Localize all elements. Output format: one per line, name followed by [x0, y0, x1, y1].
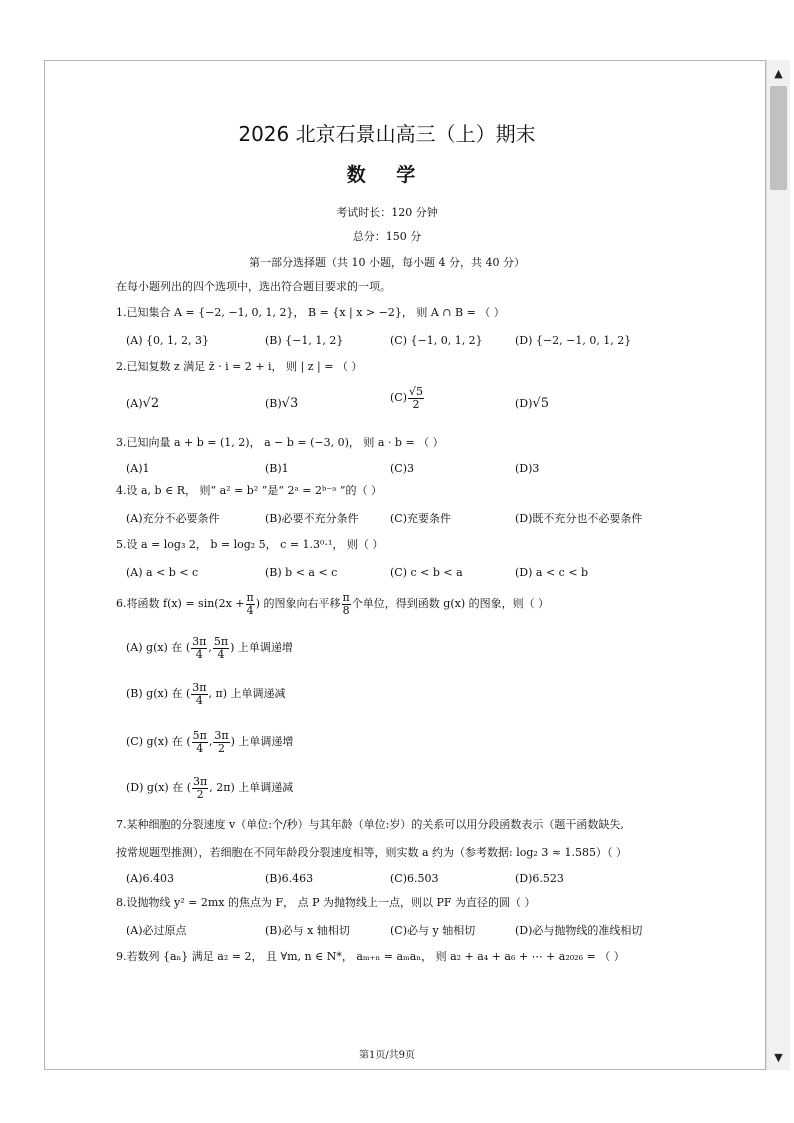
q6-f2-num: π — [342, 591, 350, 604]
q7-option-d: (D)6.523 — [515, 872, 564, 885]
q3-option-b: (B)1 — [265, 462, 289, 475]
scroll-thumb[interactable] — [770, 86, 787, 190]
q2-d-value: √5 — [532, 396, 549, 411]
q6-stem-part2: ) 的图象向右平移 — [255, 597, 341, 611]
q1-option-a: (A) {0, 1, 2, 3} — [126, 334, 209, 347]
subject-heading: 数 学 — [346, 164, 428, 186]
q4-option-b: (B)必要不充分条件 — [265, 512, 359, 525]
q6-b-frac1 — [191, 682, 207, 706]
q6-a-n1: 3π — [192, 635, 207, 648]
question-1-stem: 1.已知集合 A = {−2, −1, 0, 1, 2}， B = {x | x > −2}， 则 A ∩ B = （ ） — [116, 306, 505, 319]
q3-option-a: (A)1 — [126, 462, 150, 475]
q6-b-n1: 3π — [192, 681, 207, 694]
q6-c-label: (C) g(x) 在 ( — [126, 735, 191, 749]
q6-b-tail: , π) 上单调递减 — [208, 687, 286, 701]
vertical-scrollbar[interactable] — [766, 60, 790, 1070]
q6-c-tail: ) 上单调递增 — [230, 735, 294, 749]
q8-option-d: (D)必与抛物线的准线相切 — [515, 924, 643, 937]
q6-c-frac2 — [213, 730, 229, 754]
q6-a-tail: ) 上单调递增 — [230, 641, 293, 655]
q6-a-d2: 4 — [217, 647, 225, 661]
q6-f2-den: 8 — [342, 603, 350, 617]
q6-b-label: (B) g(x) 在 ( — [126, 687, 191, 701]
q1-option-d: (D) {−2, −1, 0, 1, 2} — [515, 334, 632, 347]
q6-d-d1: 2 — [196, 787, 204, 801]
page-footer: 第1页/共9页 — [358, 1050, 416, 1061]
q6-stem-fraction1 — [246, 592, 255, 616]
q6-option-b — [126, 682, 286, 706]
question-9-stem: 9.若数列 {aₙ} 满足 a₂ = 2， 且 ∀m, n ∈ N*， aₘ₊ₙ = aₘaₙ， 则 a₂ + a₄ + a₆ + ⋯ + a₂₀₂₆ = （ ） — [116, 950, 625, 963]
q6-c-frac1 — [192, 730, 208, 754]
q6-d-frac1 — [192, 776, 208, 800]
q6-a-d1: 4 — [195, 647, 203, 661]
q6-a-n2: 5π — [213, 635, 229, 648]
q6-option-d — [126, 776, 293, 800]
q6-c-d2: 2 — [217, 741, 225, 755]
q2-c-denominator: 2 — [412, 397, 420, 411]
q6-c-n1: 5π — [192, 729, 207, 742]
question-6-stem — [116, 592, 549, 616]
q6-stem-part3: 个单位，得到函数 g(x) 的图象，则（ ） — [351, 597, 550, 611]
q5-option-b: (B) b < a < c — [265, 566, 338, 579]
q2-a-label: (A) — [126, 397, 143, 410]
chevron-up-icon[interactable]: ▲ — [774, 66, 783, 80]
q6-c-n2: 3π — [214, 729, 229, 742]
page-title: 2026 北京石景山高三（上）期末 — [238, 122, 536, 146]
q6-option-a: (A) g(x) 在 ( $\frac{3\pi}{4}$ , $\frac{5\pi}{4}$ ) 上单调递增 — [126, 635, 293, 661]
q5-option-a: (A) a < b < c — [126, 566, 199, 579]
section-heading: 第一部分选择题（共 10 小题，每小题 4 分，共 40 分） — [249, 256, 525, 269]
q6-d-n1: 3π — [193, 775, 208, 788]
exam-time: 考试时长：120 分钟 — [336, 206, 438, 219]
q6-c-d1: 4 — [196, 741, 204, 755]
q2-b-value: √3 — [281, 396, 299, 411]
total-score: 总分：150 分 — [352, 230, 422, 243]
q6-f1-den: 4 — [246, 603, 254, 617]
q3-option-d: (D)3 — [515, 462, 540, 475]
q2-b-label: (B) — [265, 397, 282, 410]
q8-option-c: (C)必与 y 轴相切 — [390, 924, 476, 937]
q8-option-b: (B)必与 x 轴相切 — [265, 924, 350, 937]
q2-option-d — [515, 396, 549, 412]
q2-option-c — [390, 386, 425, 410]
question-5-stem: 5.设 a = log₃ 2， b = log₂ 5， c = 1.3⁰·¹， 则（ ） — [116, 538, 384, 551]
q6-d-label: (D) g(x) 在 ( — [126, 781, 192, 795]
q1-option-c: (C) {−1, 0, 1, 2} — [390, 334, 483, 347]
question-8-stem: 8.设抛物线 y² = 2mx 的焦点为 F， 点 P 为抛物线上一点，则以 PF 为直径的圆（ ） — [116, 896, 536, 909]
q7-option-c: (C)6.503 — [390, 872, 439, 885]
q2-c-numerator: √5 — [409, 385, 424, 398]
q1-option-b: (B) {−1, 1, 2} — [265, 334, 344, 347]
q6-stem-part1: 6.将函数 f(x) = sin(2x + — [116, 597, 245, 611]
q6-a-label: (A) g(x) 在 ( — [126, 641, 191, 655]
q6-d-tail: , 2π) 上单调递减 — [209, 781, 294, 795]
q4-option-d: (D)既不充分也不必要条件 — [515, 512, 643, 525]
question-4-stem: 4.设 a, b ∈ R， 则“ a² = b² ”是“ 2ᵃ = 2ᵇ⁻ᵃ ”的（ ） — [116, 484, 383, 497]
q4-option-c: (C)充要条件 — [390, 512, 451, 525]
q6-f1-num: π — [246, 591, 254, 604]
q4-option-a: (A)充分不必要条件 — [126, 512, 220, 525]
q6-a-frac1 — [191, 636, 207, 660]
chevron-down-icon[interactable]: ▼ — [774, 1050, 783, 1064]
q2-c-label: (C) — [390, 391, 407, 405]
question-7-stem-line1: 7.某种细胞的分裂速度 v（单位:个/秒）与其年龄（单位:岁）的关系可以用分段函数表示（题干函数缺失, — [116, 818, 624, 831]
q5-option-c: (C) c < b < a — [390, 566, 463, 579]
q7-option-b: (B)6.463 — [265, 872, 314, 885]
q2-option-b — [265, 396, 298, 412]
q2-d-label: (D) — [515, 397, 533, 410]
q6-b-d1: 4 — [195, 693, 203, 707]
q6-stem-fraction2 — [342, 592, 351, 616]
q3-option-c: (C)3 — [390, 462, 414, 475]
q7-option-a: (A)6.403 — [126, 872, 175, 885]
q6-a-frac2 — [213, 636, 229, 660]
question-2-stem: 2.已知复数 z 满足 z̄ · i = 2 + i， 则 | z | = （ ） — [116, 360, 363, 373]
q2-option-a — [126, 396, 159, 412]
q6-option-c: (C) g(x) 在 ( $\frac{5\pi}{4}$ , $\frac{3\pi}{2}$ ) 上单调递增 — [126, 729, 294, 755]
q2-c-fraction — [408, 386, 424, 410]
q5-option-d: (D) a < c < b — [515, 566, 589, 579]
q2-a-value: √2 — [142, 396, 160, 411]
question-7-stem-line2: 按常规题型推测），若细胞在不同年龄段分裂速度相等，则实数 a 约为（参考数据: log₂ 3 ≈ 1.585）（ ） — [116, 846, 628, 859]
document-page — [62, 70, 762, 1065]
q8-option-a: (A)必过原点 — [126, 924, 187, 937]
instruction-text: 在每小题列出的四个选项中，选出符合题目要求的一项。 — [116, 280, 391, 293]
question-3-stem: 3.已知向量 a + b = (1, 2)， a − b = (−3, 0)， 则 a · b = （ ） — [116, 436, 444, 449]
